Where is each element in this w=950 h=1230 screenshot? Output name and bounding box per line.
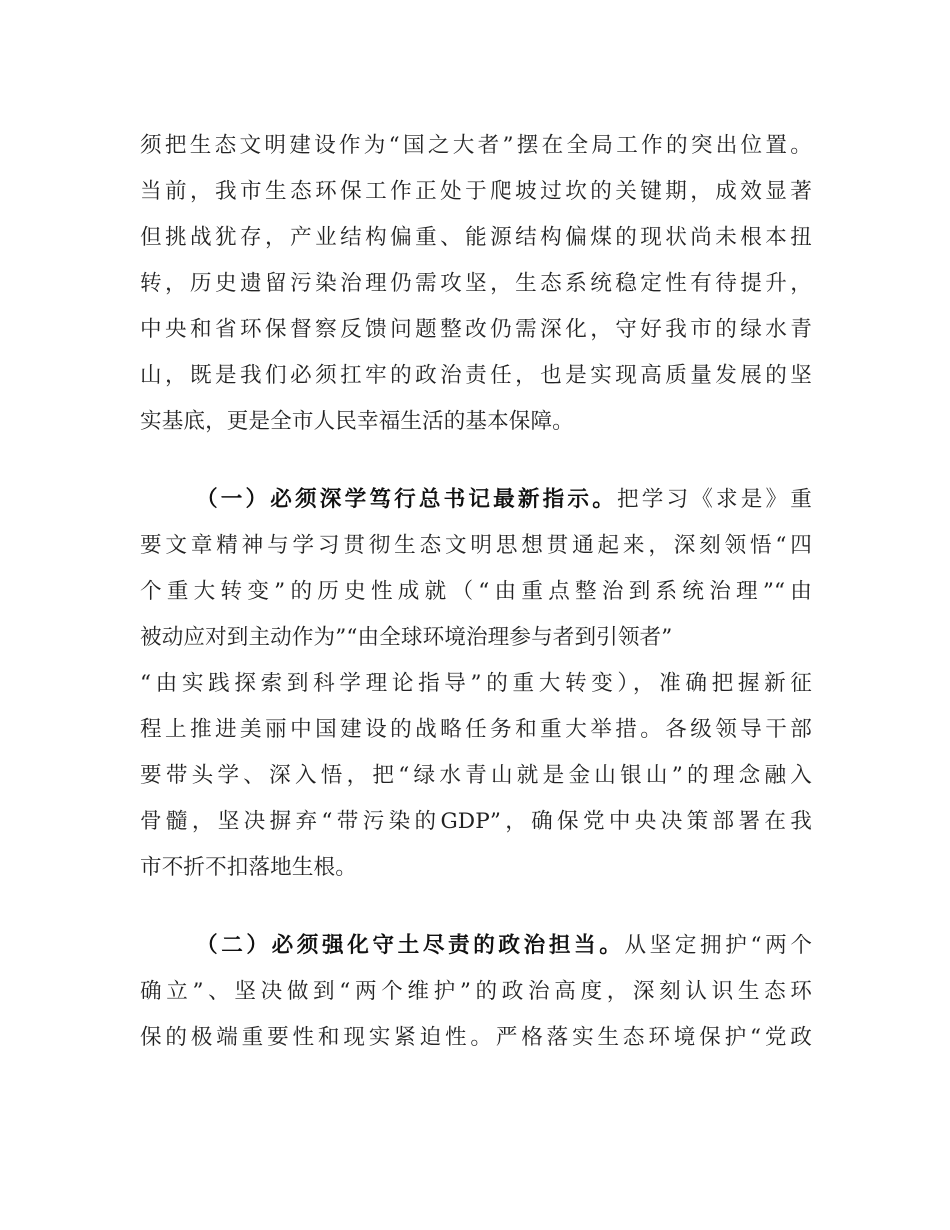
- text-line: 程上推进美丽中国建设的战略任务和重大举措。各级领导干部: [140, 717, 812, 742]
- text-line: 个重大转变”的历史性成就（“由重点整治到系统治理”“由: [140, 579, 812, 604]
- text-line: 但挑战犹存，产业结构偏重、能源结构偏煤的现状尚未根本扭: [140, 225, 812, 250]
- text-line: 中央和省环保督察反馈问题整改仍需深化，守好我市的绿水青: [140, 317, 812, 342]
- text-line: 实基底，更是全市人民幸福生活的基本保障。: [140, 409, 574, 434]
- intro-paragraph: [140, 123, 812, 445]
- section-two-first-line: [140, 923, 812, 969]
- document-body: [140, 123, 812, 1061]
- text-line: 要文章精神与学习贯彻生态文明思想贯通起来，深刻领悟“四: [140, 533, 812, 558]
- text-line: 骨髓，坚决摒弃“带污染的GDP”，确保党中央决策部署在我: [140, 809, 812, 834]
- section-two-heading: （二）必须强化守土尽责的政治担当。: [196, 933, 625, 958]
- text-line: 保的极端重要性和现实紧迫性。严格落实生态环境保护“党政: [140, 1025, 812, 1050]
- section-one-heading: （一）必须深学笃行总书记最新指示。: [196, 487, 617, 512]
- text-line: “由实践探索到科学理论指导”的重大转变），准确把握新征: [140, 671, 812, 696]
- section-two-paragraph: [140, 923, 812, 1061]
- paragraph-gap: [140, 445, 812, 477]
- text-line: 市不折不扣落地生根。: [140, 855, 357, 880]
- text-line: 被动应对到主动作为”“由全球环境治理参与者到引领者”: [140, 625, 673, 650]
- paragraph-gap: [140, 891, 812, 923]
- text-line: 须把生态文明建设作为“国之大者”摆在全局工作的突出位置。: [140, 133, 812, 158]
- section-two-first-line-rest: 从坚定拥护“两个: [624, 933, 813, 958]
- section-one-paragraph: [140, 477, 812, 891]
- text-line: 转，历史遗留污染治理仍需攻坚，生态系统稳定性有待提升，: [140, 271, 812, 296]
- text-line: 要带头学、深入悟，把“绿水青山就是金山银山”的理念融入: [140, 763, 812, 788]
- section-one-first-line-rest: 把学习《求是》重: [616, 487, 812, 512]
- text-line: 确立”、坚决做到“两个维护”的政治高度，深刻认识生态环: [140, 979, 812, 1004]
- text-line: 当前，我市生态环保工作正处于爬坡过坎的关键期，成效显著: [140, 179, 812, 204]
- text-line: 山，既是我们必须扛牢的政治责任，也是实现高质量发展的坚: [140, 363, 812, 388]
- section-one-first-line: [140, 477, 812, 523]
